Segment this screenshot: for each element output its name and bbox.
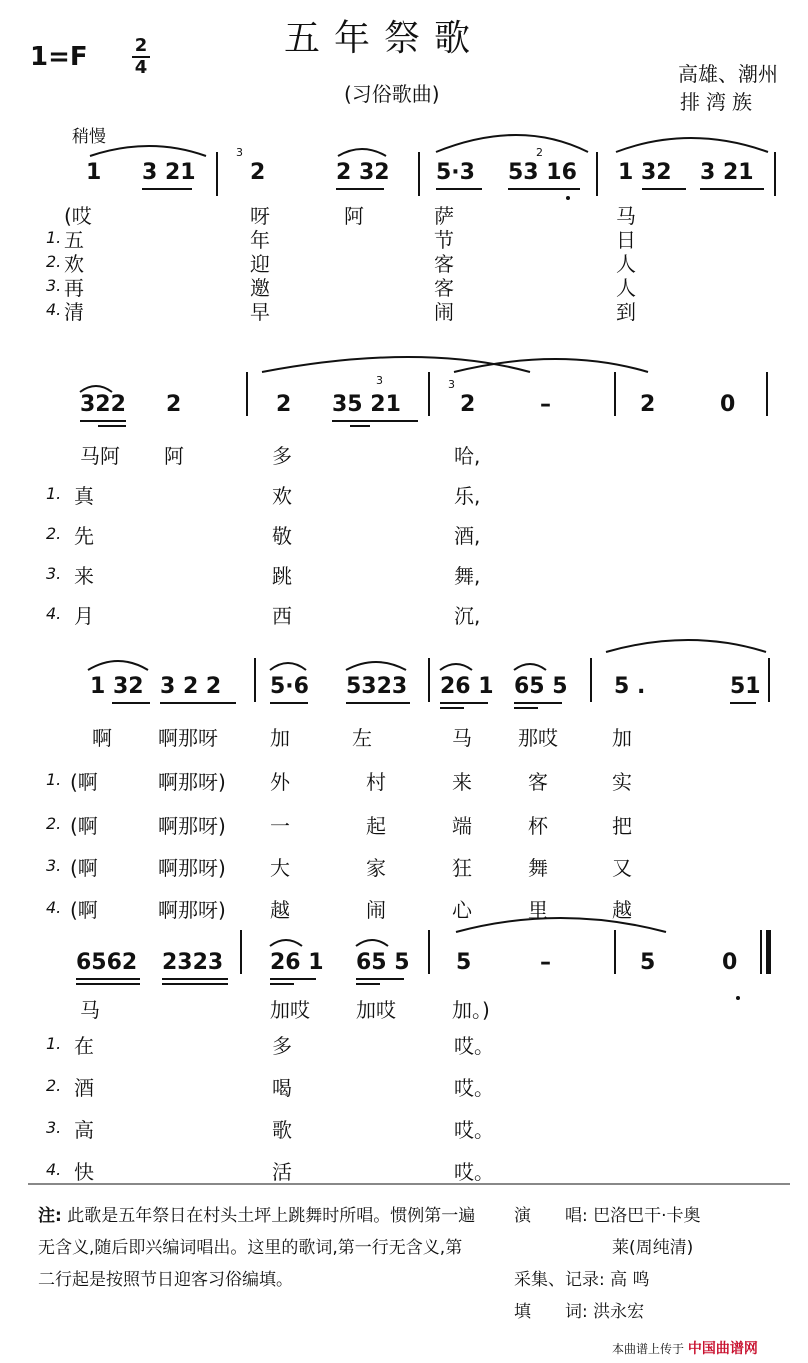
lyric: 阿 [344, 204, 364, 228]
lyric: 沉, [454, 604, 481, 628]
note: 26 1 [270, 950, 324, 975]
lyric: 邀 [250, 276, 270, 300]
lyric: 日 [616, 228, 636, 252]
song-subtitle: (习俗歌曲) [344, 82, 440, 106]
lyric: 欢 [272, 484, 292, 508]
note: 3 21 [142, 160, 196, 185]
lyric: 跳 [272, 564, 292, 588]
note: 6562 [76, 950, 138, 975]
grace-note: 2 [536, 146, 543, 159]
note: 3 21 [700, 160, 754, 185]
lyric: 客 [434, 252, 454, 276]
lyric: 舞, [454, 564, 481, 588]
lyric: (哎 [64, 204, 92, 228]
note: 5 [640, 950, 656, 975]
site-logo: 中国曲谱网 [687, 1341, 758, 1357]
grace-note: 3 [376, 374, 383, 387]
lyric: 客 [434, 276, 454, 300]
verse-number: 1. [46, 228, 62, 247]
singer-label: 演 唱: [514, 1206, 588, 1226]
upload-footer: 本曲谱上传于 中国曲谱网 [612, 1341, 758, 1357]
note: 3 2 2 [160, 674, 222, 699]
note: 1 32 [90, 674, 144, 699]
lyric: 啊那呀 [158, 726, 218, 750]
note: 322 [80, 392, 126, 417]
lyric: 来 [74, 564, 94, 588]
grace-note: 3 [236, 146, 243, 159]
lyric: 人 [616, 276, 636, 300]
singer-name: 巴洛巴干·卡奥 [593, 1206, 701, 1226]
verse-number: 4. [46, 300, 62, 319]
lyric: 迎 [250, 252, 270, 276]
lyric: 萨 [434, 204, 454, 228]
note: 2 [640, 392, 656, 417]
note: 1 32 [618, 160, 672, 185]
note: 0 [722, 950, 738, 975]
note: 5 . [614, 674, 646, 699]
lyric: 马 [452, 726, 472, 750]
collector-label: 采集、记录: [514, 1270, 605, 1290]
lyric: 真 [74, 484, 94, 508]
lyric: 再 [64, 276, 84, 300]
note: 26 1 [440, 674, 494, 699]
lyric: 加 [612, 726, 632, 750]
lyric: 闹 [434, 300, 454, 324]
lyric: 人 [616, 252, 636, 276]
note: 5323 [346, 674, 408, 699]
lyric: 加 [270, 726, 290, 750]
lyric: 到 [616, 300, 636, 324]
note: 35 21 [332, 392, 401, 417]
note: 2323 [162, 950, 224, 975]
note: – [540, 392, 551, 417]
lyric: 早 [250, 300, 270, 324]
credits [514, 1200, 701, 1328]
time-signature: $\frac{2}{4}$ [132, 36, 150, 78]
lyric: 欢 [64, 252, 84, 276]
song-origin: 高雄、潮州 排湾族 [678, 62, 778, 114]
lyric: 哈, [454, 444, 481, 468]
note: 1 [86, 160, 102, 185]
lyric: 马 [80, 998, 100, 1022]
lyric: 啊 [92, 726, 112, 750]
lyric: 呀 [250, 204, 270, 228]
song-title: 五年祭歌 [284, 18, 485, 59]
lyric: 加哎 [270, 998, 310, 1022]
footnote-label: 注: [38, 1206, 62, 1226]
collector-name: 高 鸣 [610, 1270, 650, 1290]
lyric: 月 [74, 604, 94, 628]
note: 2 [166, 392, 182, 417]
lyric: 酒, [454, 524, 481, 548]
lyricist-name: 洪永宏 [593, 1302, 645, 1322]
lyric: 马 [616, 204, 636, 228]
lyric: 乐, [454, 484, 481, 508]
lyric: 马阿 [80, 444, 120, 468]
lyric: 阿 [164, 444, 184, 468]
tempo-marking: 稍慢 [72, 127, 106, 147]
lyric: 加哎 [356, 998, 396, 1022]
lyric: 左 [352, 726, 372, 750]
note: 0 [720, 392, 736, 417]
footnote [38, 1200, 478, 1296]
note: 53 16 [508, 160, 577, 185]
lyric: 先 [74, 524, 94, 548]
note: 65 5 [514, 674, 568, 699]
note: 51 [730, 674, 761, 699]
lyric: 五 [64, 228, 84, 252]
lyricist-label: 填 词: [514, 1302, 588, 1322]
verse-number: 2. [46, 252, 62, 271]
lyric: 加。) [452, 998, 490, 1022]
lyric: 清 [64, 300, 84, 324]
note: 5·6 [270, 674, 309, 699]
note: 5·3 [436, 160, 475, 185]
lyric: 那哎 [518, 726, 558, 750]
grace-note: 3 [448, 378, 455, 391]
note: 65 5 [356, 950, 410, 975]
lyric: 年 [250, 228, 270, 252]
lyric: 节 [434, 228, 454, 252]
key-signature: 1=F [30, 42, 88, 72]
note: – [540, 950, 551, 975]
note: 2 [276, 392, 292, 417]
note: 2 32 [336, 160, 390, 185]
note: 5 [456, 950, 472, 975]
lyric: 多 [272, 444, 292, 468]
singer-name-2: 莱(周纯清) [612, 1238, 694, 1258]
lyric: 敬 [272, 524, 292, 548]
note: 2 [250, 160, 266, 185]
note: 2 [460, 392, 476, 417]
lyric: 西 [272, 604, 292, 628]
footnote-text: 此歌是五年祭日在村头土坪上跳舞时所唱。惯例第一遍无含义,随后即兴编词唱出。这里的歌词,第一行无含义,第二行起是按照节日迎客习俗编填。 [38, 1206, 476, 1290]
verse-number: 3. [46, 276, 62, 295]
